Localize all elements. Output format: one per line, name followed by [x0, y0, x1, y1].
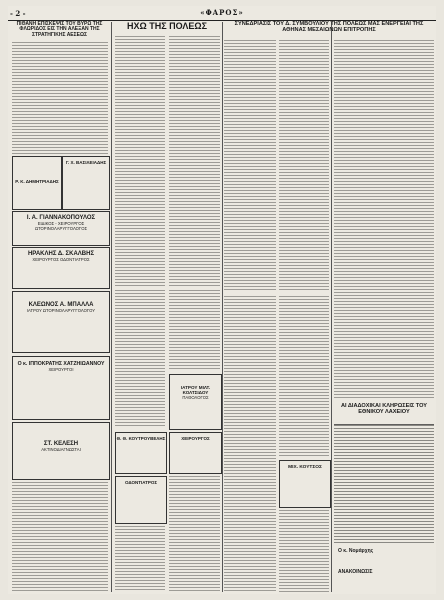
column-2 [114, 22, 220, 31]
article-text [279, 296, 329, 456]
ad-small-2: ΟΔΟΝΤΙΑΤΡΟΣ [115, 476, 167, 524]
page-number: - 2 - [10, 9, 26, 18]
ad-skalvis: ΗΡΑΚΛΗΣ Δ. ΣΚΑΛΒΗΣ ΧΕΙΡΟΥΡΓΟΣ ΟΔΟΝΤΙΑΤΡΟΣ [12, 247, 110, 289]
article-text [334, 40, 434, 400]
column-rule [222, 22, 223, 592]
col4-subhead-2: ΑΝΑΚΟΙΝΩΣΙΣ [338, 569, 373, 575]
col1-headline: ΠΙΘΑΝΗ ΕΠΙΣΚΕΨΙΣ ΤΟΥ ΒΥΡΩ ΤΗΣ ΦΛΩΡΙΔΟΣ ΕΙΣ ΤΗΝ ΑΛΕΞΑΝ ΤΗΣ ΣΤΡΑΤΗΓΙΚΗΣ ΑΕΣΕΩΣ [16, 21, 103, 38]
col4-headline: ΑΙ ΔΙΑΔΟΧΙΚΑΙ ΚΛΗΡΩΣΕΙΣ ΤΟΥ ΕΘΝΙΚΟΥ ΛΑΧΕΙΟΥ [340, 403, 428, 415]
column-rule [111, 22, 112, 592]
page-header [8, 6, 436, 21]
ad-koulos: ΜΙΧ. ΚΟΥΤΣΟΣ [279, 460, 331, 508]
article-text [115, 290, 165, 428]
col4-subhead-1: Ο κ. Νομάρχης [338, 548, 374, 554]
ad-vasileiadis: Γ. Χ. ΒΑΣΙΛΕΙΑΔΗΣ [62, 156, 110, 210]
article-text [12, 482, 108, 592]
column-3-4-header [224, 22, 434, 34]
article-text [115, 36, 165, 286]
ad-mpalla: ΚΛΕΩΝΟΣ Α. ΜΠΑΛΛΑ ΙΑΤΡΟΥ ΩΤΟΡΙΝΟΛΑΡΥΓΓΟΛΟΓΟΥ [12, 291, 110, 353]
article-text [169, 290, 220, 370]
article-text [169, 476, 220, 592]
ad-kelesi: ΣΤ. ΚΕΛΕΣΗ ΑΚΤΙΝΟΔΙΑΓΝΩΣΤΑΙ [12, 422, 110, 480]
ad-dimitriou: Ρ. Κ. ΔΗΜΗΤΡΙΑΔΗΣ [12, 156, 62, 210]
article-text [115, 526, 165, 592]
newspaper-page [8, 6, 436, 594]
article-text [279, 40, 329, 290]
masthead: «ΦΑΡΟΣ» [200, 8, 244, 17]
ad-iatros: ΙΑΤΡΟΥ ΜΙΛΤ. ΚΟΛΤΣΙΔΟΥ ΠΑΘΟΛΟΓΟΣ [169, 374, 222, 430]
article-text [224, 40, 276, 290]
col3-headline: ΣΥΝΕΔΡΙΑΣΙΣ ΤΟΥ Δ. ΣΥΜΒΟΥΛΙΟΥ ΤΗΣ ΠΟΛΕΩΣ ΜΑΣ ΕΝΕΡΓΕΙΑΙ ΤΗΣ ΑΘΗΝΑΣ ΜΕΣΑΙΩΝΩΝ ΕΠΙΤΡΟΠΗΣ [234, 21, 424, 33]
article-text [279, 510, 329, 592]
column-rule [331, 22, 332, 592]
ad-clinic: Ο κ. ΙΠΠΟΚΡΑΤΗΣ ΧΑΤΖΗΙΩΑΝΝΟΥ ΧΕΙΡΟΥΡΓΟΙ [12, 356, 110, 420]
lottery-results-table [334, 424, 434, 545]
article-text [224, 296, 276, 592]
article-text [169, 36, 220, 286]
ad-small-1: ΧΕΙΡΟΥΡΓΟΣ [169, 432, 222, 474]
ad-koutrouvelis: Θ. Θ. ΚΟΥΤΡΟΥΒΕΛΗΣ [115, 432, 167, 474]
ad-giannakopoulos: Ι. Α. ΓΙΑΝΝΑΚΟΠΟΥΛΟΣ ΕΙΔΙΚΟΣ - ΧΕΙΡΟΥΡΓΟΣ ΩΤΟΡΙΝΟΛΑΡΥΓΓΟΛΟΓΟΣ [12, 211, 110, 246]
article-text [12, 42, 108, 154]
col2-headline: ΗΧΩ ΤΗΣ ΠΟΛΕΩΣ [127, 21, 207, 31]
